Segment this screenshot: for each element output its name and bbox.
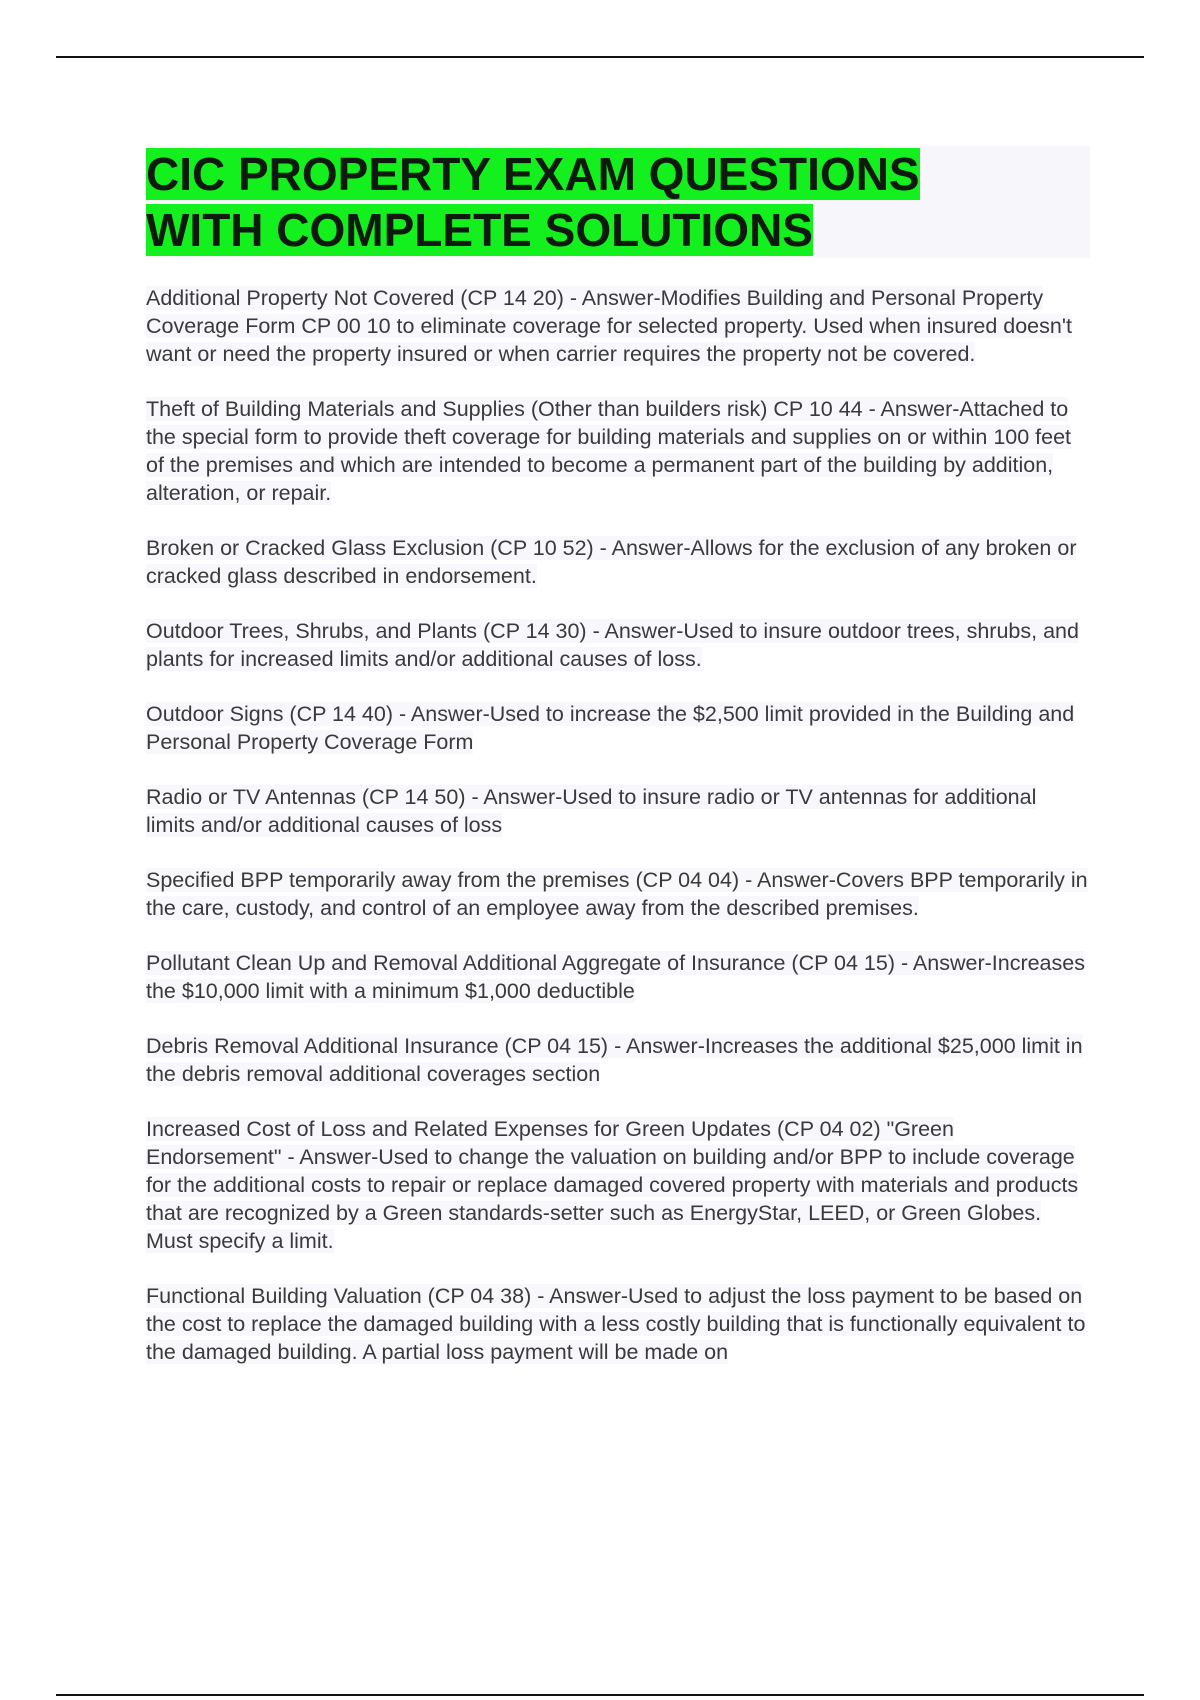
qa-entry	[146, 1282, 1090, 1366]
qa-entry	[146, 949, 1090, 1005]
qa-entry-text: Broken or Cracked Glass Exclusion (CP 10 52) - Answer-Allows for the exclusion of any broken or cracked glass described in endorsement.	[146, 536, 1077, 588]
document-title	[146, 146, 1090, 258]
qa-entry	[146, 700, 1090, 756]
qa-entry-text: Theft of Building Materials and Supplies (Other than builders risk) CP 10 44 - Answer-Attached to the special form to provide theft coverage for building materials and supplies on or within 100 feet of the premises and which are intended to become a permanent part of the building by addition, alteration, or repair.	[146, 397, 1072, 505]
title-line-2: WITH COMPLETE SOLUTIONS	[146, 204, 813, 256]
qa-entry-text: Increased Cost of Loss and Related Expenses for Green Updates (CP 04 02) "Green Endorsement" - Answer-Used to change the valuation on building and/or BPP to include coverage for the additional costs to repair or replace damaged covered property with materials and products that are recognized by a Green standards-setter such as EnergyStar, LEED, or Green Globes. Must specify a limit.	[146, 1117, 1079, 1253]
qa-entry-text: Specified BPP temporarily away from the premises (CP 04 04) - Answer-Covers BPP temporarily in the care, custody, and control of an employee away from the described premises.	[146, 868, 1088, 920]
qa-entry-text: Outdoor Signs (CP 14 40) - Answer-Used to increase the $2,500 limit provided in the Building and Personal Property Coverage Form	[146, 702, 1075, 754]
qa-entry-text: Debris Removal Additional Insurance (CP 04 15) - Answer-Increases the additional $25,000 limit in the debris removal additional coverages section	[146, 1034, 1083, 1086]
qa-entry-text: Pollutant Clean Up and Removal Additional Aggregate of Insurance (CP 04 15) - Answer-Increases the $10,000 limit with a minimum $1,000 deductible	[146, 951, 1085, 1003]
qa-entry	[146, 1115, 1090, 1255]
header-rule	[56, 56, 1144, 58]
title-line-1: CIC PROPERTY EXAM QUESTIONS	[146, 148, 920, 200]
qa-entry	[146, 866, 1090, 922]
qa-entry-text: Radio or TV Antennas (CP 14 50) - Answer-Used to insure radio or TV antennas for additional limits and/or additional causes of loss	[146, 785, 1037, 837]
qa-entry	[146, 395, 1090, 507]
qa-entry-text: Functional Building Valuation (CP 04 38) - Answer-Used to adjust the loss payment to be based on the cost to replace the damaged building with a less costly building that is functionally equivalent to the damaged building. A partial loss payment will be made on	[146, 1284, 1086, 1364]
qa-entry	[146, 1032, 1090, 1088]
footer-rule	[56, 1694, 1144, 1696]
qa-entry-text: Additional Property Not Covered (CP 14 20) - Answer-Modifies Building and Personal Property Coverage Form CP 00 10 to eliminate coverage for selected property. Used when insured doesn't want or need the property insured or when carrier requires the property not be covered.	[146, 286, 1072, 366]
qa-entry	[146, 284, 1090, 368]
page-content	[146, 146, 1090, 1393]
title-block	[146, 146, 1090, 258]
qa-entry	[146, 534, 1090, 590]
qa-entry	[146, 783, 1090, 839]
qa-entry-text: Outdoor Trees, Shrubs, and Plants (CP 14 30) - Answer-Used to insure outdoor trees, shrubs, and plants for increased limits and/or additional causes of loss.	[146, 619, 1079, 671]
qa-entry	[146, 617, 1090, 673]
